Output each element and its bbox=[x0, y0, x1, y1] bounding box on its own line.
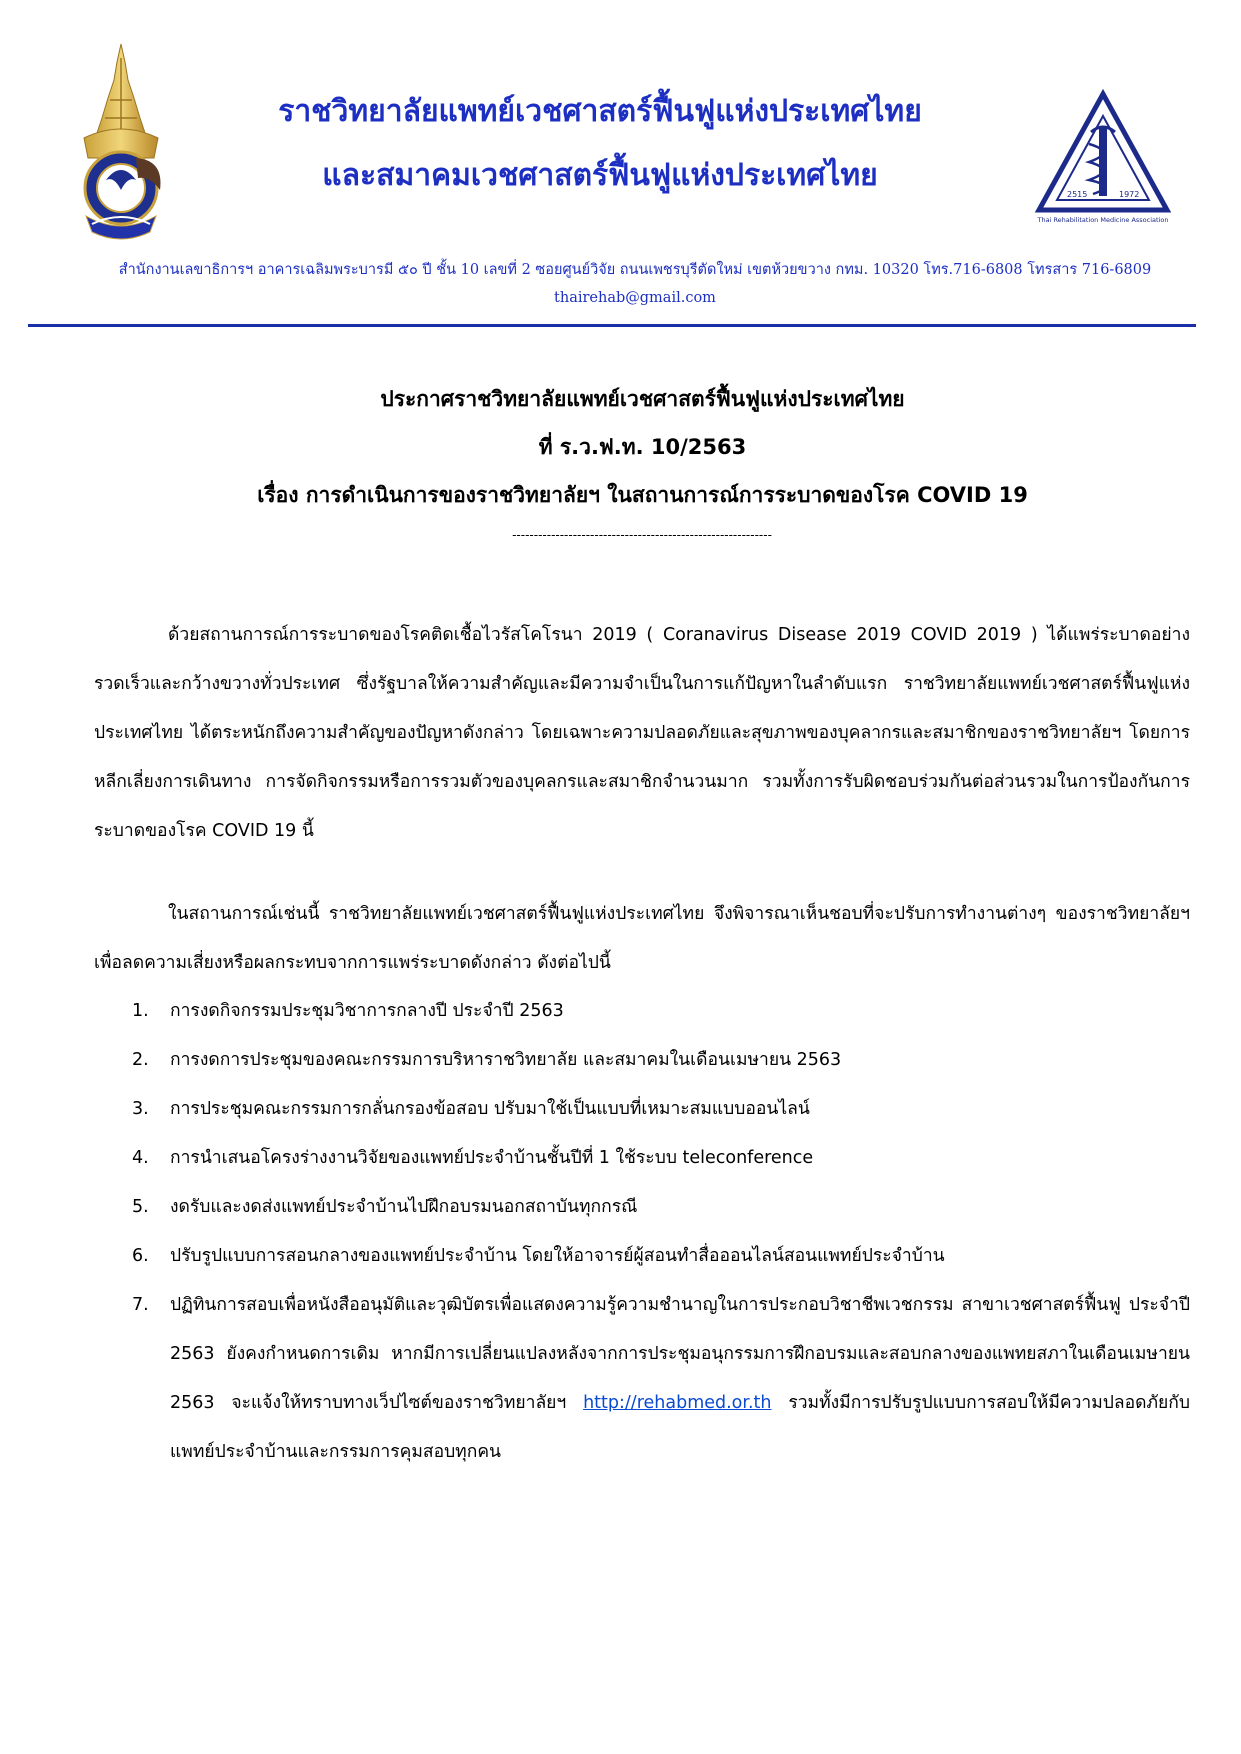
list-item-number: 5. bbox=[132, 1197, 149, 1217]
list-item bbox=[94, 1183, 1190, 1232]
association-logo-icon bbox=[1033, 86, 1173, 226]
list-item-text: งดรับและงดส่งแพทย์ประจำบ้านไปฝึกอบรมนอกสถาบันทุกกรณี bbox=[170, 1197, 638, 1217]
body-paragraph-1: ด้วยสถานการณ์การระบาดของโรคติดเชื้อไวรัสโคโรนา 2019 ( Coranavirus Disease 2019 COVID 2019 ) ได้แพร่ระบาดอย่างรวดเร็วและกว้างขวางทั่วประเทศ ซึ่งรัฐบาลให้ความสำคัญและมีความจำเป็นในการแก้ปัญหาในลำดับแรก ราชวิทยาลัยแพทย์เวชศาสตร์ฟื้นฟูแห่งประเทศไทย ได้ตระหนักถึงความสำคัญของปัญหาดังกล่าว โดยเฉพาะความปลอดภัยและสุขภาพของบุคลากรและสมาชิกของราชวิทยาลัยฯ โดยการหลีกเลี่ยงการเดินทาง การจัดกิจกรรมหรือการรวมตัวของบุคลกรและสมาชิกจำนวนมาก รวมทั้งการรับผิดชอบร่วมกันต่อส่วนรวมในการป้องกันการระบาดของโรค COVID 19 นี้ bbox=[94, 625, 1190, 841]
logo-caption: Thai Rehabilitation Medicine Association bbox=[1037, 216, 1169, 224]
college-website-link[interactable]: http://rehabmed.or.th bbox=[583, 1393, 772, 1413]
list-item-number: 4. bbox=[132, 1148, 149, 1168]
list-item bbox=[94, 1085, 1190, 1134]
list-item bbox=[94, 1232, 1190, 1281]
announcement-subject: เรื่อง การดำเนินการของราชวิทยาลัยฯ ในสถานการณ์การระบาดของโรค COVID 19 bbox=[257, 483, 1028, 507]
list-item-number: 6. bbox=[132, 1246, 149, 1266]
list-item bbox=[94, 1036, 1190, 1085]
list-item-number: 3. bbox=[132, 1099, 149, 1119]
header-divider bbox=[28, 324, 1196, 327]
measures-list bbox=[94, 987, 1190, 1477]
office-email: thairehab@gmail.com bbox=[554, 290, 716, 306]
organization-name-line-2: และสมาคมเวชศาสตร์ฟื้นฟูแห่งประเทศไทย bbox=[322, 158, 878, 193]
list-item-text: การงดกิจกรรมประชุมวิชาการกลางปี ประจำปี 2563 bbox=[170, 1001, 564, 1021]
list-item bbox=[94, 987, 1190, 1036]
royal-college-crest-icon bbox=[76, 40, 166, 250]
list-item-text: การงดการประชุมของคณะกรรมการบริหาราชวิทยาลัย และสมาคมในเดือนเมษายน 2563 bbox=[170, 1050, 842, 1070]
list-item bbox=[94, 1134, 1190, 1183]
logo-year-left: 2515 bbox=[1067, 190, 1088, 199]
list-item-text: การนำเสนอโครงร่างงานวิจัยของแพทย์ประจำบ้านชั้นปีที่ 1 ใช้ระบบ teleconference bbox=[170, 1148, 814, 1168]
title-separator: ------------------------------------------------------------ bbox=[512, 528, 772, 542]
announcement-number: ที่ ร.ว.ฟ.ท. 10/2563 bbox=[538, 435, 747, 459]
list-item-number: 1. bbox=[132, 1001, 149, 1021]
list-item-text: ปฏิทินการสอบเพื่อหนังสืออนุมัติและวุฒิบัตรเพื่อแสดงความรู้ความชำนาญในการประกอบวิชาชีพเวชกรรม สาขาเวชศาสตร์ฟื้นฟู ประจำปี 2563 ยังคงกำหนดการเดิม หากมีการเปลี่ยนแปลงหลังจากการประชุมอนุกรรมการฝึกอบรมและสอบกลางของแพทยสภาในเดือนเมษายน 2563 จะแจ้งให้ทราบทางเว็ปไซต์ของราชวิทยาลัยฯ bbox=[170, 1295, 1190, 1413]
logo-year-right: 1972 bbox=[1119, 190, 1140, 199]
list-item-7 bbox=[94, 1281, 1190, 1477]
organization-name-line-1: ราชวิทยาลัยแพทย์เวชศาสตร์ฟื้นฟูแห่งประเทศไทย bbox=[278, 94, 922, 129]
list-item-number: 2. bbox=[132, 1050, 149, 1070]
body-paragraph-2: ในสถานการณ์เช่นนี้ ราชวิทยาลัยแพทย์เวชศาสตร์ฟื้นฟูแห่งประเทศไทย จึงพิจารณาเห็นชอบที่จะปรับการทำงานต่างๆ ของราชวิทยาลัยฯ เพื่อลดความเสี่ยงหรือผลกระทบจากการแพร่ระบาดดังกล่าว ดังต่อไปนี้ bbox=[94, 904, 1190, 973]
list-item-text: ปรับรูปแบบการสอนกลางของแพทย์ประจำบ้าน โดยให้อาจารย์ผู้สอนทำสื่อออนไลน์สอนแพทย์ประจำบ้าน bbox=[170, 1246, 945, 1266]
list-item-number: 7. bbox=[132, 1295, 149, 1315]
announcement-title: ประกาศราชวิทยาลัยแพทย์เวชศาสตร์ฟื้นฟูแห่งประเทศไทย bbox=[380, 387, 905, 411]
list-item-text-continued: รวมทั้งมีการปรับรูปแบบการสอบให้มีความปลอดภัยกับแพทย์ประจำบ้านและกรรมการคุมสอบทุกคน bbox=[170, 1393, 1190, 1462]
list-item-text: การประชุมคณะกรรมการกลั่นกรองข้อสอบ ปรับมาใช้เป็นแบบที่เหมาะสมแบบออนไลน์ bbox=[170, 1099, 810, 1119]
office-address: สำนักงานเลขาธิการฯ อาคารเฉลิมพระบารมี ๕๐ ปี ชั้น 10 เลขที่ 2 ซอยศูนย์วิจัย ถนนเพชรบุรีตัดใหม่ เขตห้วยขวาง กทม. 10320 โทร.716-6808 โทรสาร 716-6809 bbox=[118, 262, 1152, 278]
